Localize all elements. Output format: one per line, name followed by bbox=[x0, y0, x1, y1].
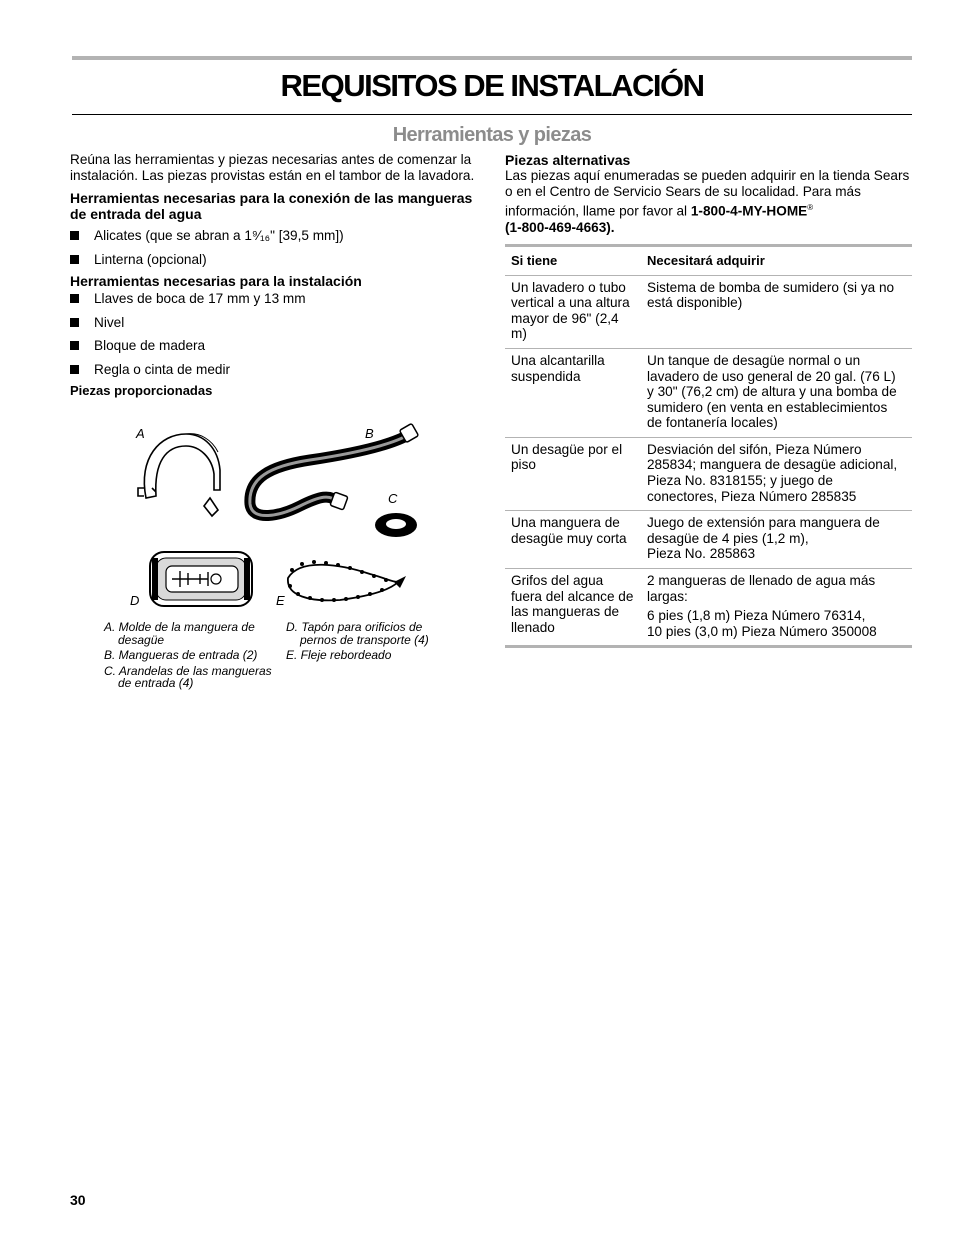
bullet-icon bbox=[70, 294, 79, 303]
legend-item-d: D. Tapón para orificios de pernos de transporte (4) bbox=[286, 620, 429, 647]
table-row bbox=[505, 275, 912, 348]
list-item: Regla o cinta de medir bbox=[70, 362, 475, 386]
legend-item-c: C. Arandelas de las mangueras de entrada (4) bbox=[104, 663, 272, 690]
parts-illustration bbox=[100, 418, 440, 618]
label-d: D bbox=[130, 593, 140, 608]
table-header-row bbox=[505, 245, 912, 275]
legend-item-b: B. Mangueras de entrada (2) bbox=[104, 648, 258, 662]
bullet-icon bbox=[70, 231, 79, 240]
table-row bbox=[505, 437, 912, 510]
install-tools-list bbox=[70, 291, 475, 385]
table-cell: Una manguera de desagüe muy corta bbox=[505, 511, 641, 569]
table-cell: Sistema de bomba de sumidero (si ya no está disponible) bbox=[641, 275, 912, 348]
left-column bbox=[70, 152, 475, 399]
intro-paragraph: Reúna las herramientas y piezas necesarias antes de comenzar la instalación. Las piezas provistas están en el tambor de la lavadora. bbox=[70, 152, 475, 183]
heading-provided-parts: Piezas proporcionadas bbox=[70, 383, 213, 398]
table-header: Si tiene bbox=[505, 245, 641, 275]
table-row bbox=[505, 511, 912, 569]
inlet-hose-icon bbox=[250, 423, 419, 515]
right-column bbox=[505, 152, 912, 648]
table-cell: Un tanque de desagüe normal o un lavadero de uso general de 20 gal. (76 L) y 30" (76,2 cm) de altura y una bomba de sumidero (en venta en establecimientos de fontanería locales) bbox=[641, 348, 912, 437]
label-e: E bbox=[276, 593, 285, 608]
label-a: A bbox=[136, 426, 145, 441]
table-cell: 2 mangueras de llenado de agua más largas: 6 pies (1,8 m) Pieza Número 76314, 10 pies (3,0 m) Pieza Número 350008 bbox=[641, 569, 912, 647]
alternative-parts-paragraph: Las piezas aquí enumeradas se pueden adquirir en la tienda Sears o en el Centro de Servicio Sears de su localidad. Para más información, llame por favor al 1-800-4-MY-HOME® (1-800-469-4663). bbox=[505, 168, 912, 236]
bullet-icon bbox=[70, 255, 79, 264]
bullet-icon bbox=[70, 341, 79, 350]
alternative-parts-table bbox=[505, 244, 912, 649]
water-tools-list bbox=[70, 228, 475, 275]
list-item: Nivel bbox=[70, 315, 475, 339]
bullet-icon bbox=[70, 318, 79, 327]
table-cell: Juego de extensión para manguera de desagüe de 4 pies (1,2 m), Pieza No. 285863 bbox=[641, 511, 912, 569]
transport-plug-icon bbox=[150, 552, 252, 606]
heading-install-tools: Herramientas necesarias para la instalación bbox=[70, 273, 362, 289]
bullet-icon bbox=[70, 365, 79, 374]
section-subtitle: Herramientas y piezas bbox=[392, 124, 592, 146]
table-cell: Desviación del sifón, Pieza Número 285834; manguera de desagüe adicional, Pieza No. 8318155; y juego de conectores, Pieza Número 285835 bbox=[641, 437, 912, 510]
legend-item-e: E. Fleje rebordeado bbox=[286, 648, 392, 662]
table-cell: Una alcantarilla suspendida bbox=[505, 348, 641, 437]
table-cell: Un desagüe por el piso bbox=[505, 437, 641, 510]
phone-number: 1-800-4-MY-HOME bbox=[690, 203, 808, 219]
title-rule bbox=[72, 114, 912, 115]
list-item: Bloque de madera bbox=[70, 338, 475, 362]
top-rule bbox=[72, 56, 912, 60]
table-cell: Grifos del agua fuera del alcance de las mangueras de llenado bbox=[505, 569, 641, 647]
heading-water-tools: Herramientas necesarias para la conexión de las mangueras de entrada del agua bbox=[70, 190, 473, 222]
washer-icon bbox=[375, 513, 417, 537]
list-item: Alicates (que se abran a 1⁹⁄₁₆" [39,5 mm]) bbox=[70, 228, 475, 252]
table-header: Necesitará adquirir bbox=[641, 245, 912, 275]
heading-alternative-parts: Piezas alternativas bbox=[505, 152, 631, 168]
legend-item-a: A. Molde de la manguera de desagüe bbox=[104, 620, 255, 647]
list-item: Llaves de boca de 17 mm y 13 mm bbox=[70, 291, 475, 315]
label-b: B bbox=[365, 426, 374, 441]
table-row bbox=[505, 569, 912, 647]
table-cell: Un lavadero o tubo vertical a una altura mayor de 96" (2,4 m) bbox=[505, 275, 641, 348]
phone-number-alt: (1-800-469-4663). bbox=[505, 219, 615, 235]
table-row bbox=[505, 348, 912, 437]
page-title: REQUISITOS DE INSTALACIÓN bbox=[280, 68, 704, 103]
list-item: Linterna (opcional) bbox=[70, 252, 475, 276]
beaded-strap-icon bbox=[288, 560, 406, 602]
drain-hose-form-icon bbox=[138, 434, 220, 516]
label-c: C bbox=[388, 491, 398, 506]
page-number: 30 bbox=[70, 1192, 86, 1208]
parts-drawing bbox=[100, 418, 440, 618]
